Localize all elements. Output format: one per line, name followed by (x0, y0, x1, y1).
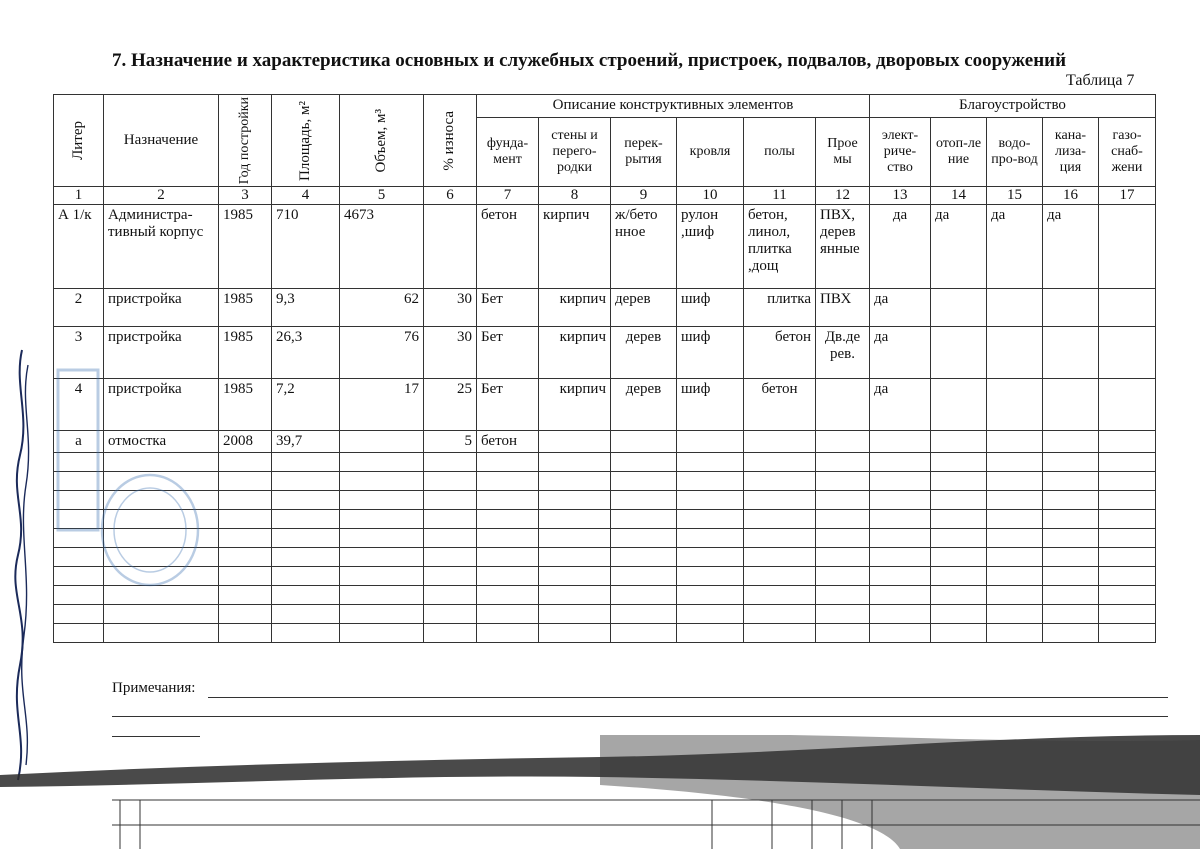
column-number: 9 (611, 187, 677, 205)
header-year: Год постройки (219, 95, 272, 187)
header-purpose: Назначение (104, 95, 219, 187)
column-number: 11 (744, 187, 816, 205)
cell-roof: шиф (677, 379, 744, 431)
cell-year: 1985 (219, 379, 272, 431)
header-row-1 (54, 95, 1156, 118)
cell-electricity: да (870, 205, 931, 289)
cell-purpose: пристройка (104, 289, 219, 327)
empty-row (54, 491, 1156, 510)
header-wear: % износа (424, 95, 477, 187)
cell-electricity: да (870, 289, 931, 327)
notes-line (208, 697, 1168, 698)
cell-electricity: да (870, 327, 931, 379)
column-number: 12 (816, 187, 870, 205)
cell-volume (340, 431, 424, 453)
cell-roof: рулон ,шиф (677, 205, 744, 289)
notes-line (112, 716, 1168, 717)
cell-gas (1099, 379, 1156, 431)
cell-volume: 4673 (340, 205, 424, 289)
cell-wear (424, 205, 477, 289)
cell-liter: 2 (54, 289, 104, 327)
column-number: 10 (677, 187, 744, 205)
cell-year: 1985 (219, 289, 272, 327)
table-label: Таблица 7 (1066, 72, 1135, 89)
cell-slab (611, 431, 677, 453)
cell-floors: бетон, линол, плитка ,дощ (744, 205, 816, 289)
cell-openings (816, 379, 870, 431)
header-openings: Прое мы (816, 117, 870, 187)
cell-water (987, 289, 1043, 327)
column-number: 14 (931, 187, 987, 205)
cell-floors: плитка (744, 289, 816, 327)
cell-volume: 62 (340, 289, 424, 327)
header-walls: стены и перего-родки (539, 117, 611, 187)
cell-gas (1099, 327, 1156, 379)
header-heating: отоп-ле ние (931, 117, 987, 187)
partial-bottom-table (112, 795, 1200, 849)
header-gas: газо-снаб-жени (1099, 117, 1156, 187)
header-floors: полы (744, 117, 816, 187)
cell-purpose: пристройка (104, 379, 219, 431)
cell-foundation: бетон (477, 431, 539, 453)
cell-slab: дерев (611, 327, 677, 379)
cell-sewer (1043, 431, 1099, 453)
cell-floors: бетон (744, 379, 816, 431)
cell-heating (931, 431, 987, 453)
cell-slab: дерев (611, 289, 677, 327)
column-number: 16 (1043, 187, 1099, 205)
cell-year: 1985 (219, 327, 272, 379)
cell-wear: 30 (424, 289, 477, 327)
cell-foundation: Бет (477, 289, 539, 327)
handwritten-certification (6, 345, 38, 785)
cell-electricity: да (870, 379, 931, 431)
column-number: 3 (219, 187, 272, 205)
empty-row (54, 529, 1156, 548)
cell-openings: ПВХ (816, 289, 870, 327)
header-roof: кровля (677, 117, 744, 187)
cell-electricity (870, 431, 931, 453)
cell-heating: да (931, 205, 987, 289)
header-area: Площадь, м² (272, 95, 340, 187)
cell-sewer: да (1043, 205, 1099, 289)
header-amenities-group: Благоустройство (870, 95, 1156, 118)
cell-slab: ж/бето нное (611, 205, 677, 289)
cell-openings (816, 431, 870, 453)
cell-heating (931, 327, 987, 379)
cell-gas (1099, 431, 1156, 453)
column-number: 17 (1099, 187, 1156, 205)
empty-row (54, 586, 1156, 605)
cell-area: 26,3 (272, 327, 340, 379)
cell-foundation: Бет (477, 327, 539, 379)
cell-walls: кирпич (539, 205, 611, 289)
column-number: 7 (477, 187, 539, 205)
cell-liter: а (54, 431, 104, 453)
cell-roof: шиф (677, 327, 744, 379)
cell-year: 1985 (219, 205, 272, 289)
cell-openings: Дв.де рев. (816, 327, 870, 379)
cell-water: да (987, 205, 1043, 289)
cell-wear: 5 (424, 431, 477, 453)
empty-row (54, 548, 1156, 567)
cell-liter: 3 (54, 327, 104, 379)
header-foundation: фунда-мент (477, 117, 539, 187)
table-row (54, 289, 1156, 327)
cell-purpose: пристройка (104, 327, 219, 379)
cell-floors: бетон (744, 327, 816, 379)
cell-heating (931, 379, 987, 431)
cell-walls: кирпич (539, 289, 611, 327)
column-number: 5 (340, 187, 424, 205)
seal-stamp (50, 360, 200, 590)
document-title: 7. Назначение и характеристика основных и служебных строений, пристроек, подвалов, дворовых сооружений (112, 50, 1067, 71)
column-number: 8 (539, 187, 611, 205)
empty-row (54, 605, 1156, 624)
cell-slab: дерев (611, 379, 677, 431)
empty-row (54, 567, 1156, 586)
cell-walls: кирпич (539, 327, 611, 379)
table-row (54, 431, 1156, 453)
cell-openings: ПВХ, дерев янные (816, 205, 870, 289)
cell-sewer (1043, 327, 1099, 379)
cell-sewer (1043, 379, 1099, 431)
cell-heating (931, 289, 987, 327)
header-structural-group: Описание конструктивных элементов (477, 95, 870, 118)
column-number: 4 (272, 187, 340, 205)
cell-gas (1099, 289, 1156, 327)
notes-label: Примечания: (112, 680, 196, 696)
cell-foundation: Бет (477, 379, 539, 431)
cell-volume: 76 (340, 327, 424, 379)
cell-floors (744, 431, 816, 453)
table-row (54, 205, 1156, 289)
cell-purpose: Администра-тивный корпус (104, 205, 219, 289)
cell-year: 2008 (219, 431, 272, 453)
column-number: 15 (987, 187, 1043, 205)
header-water: водо-про-вод (987, 117, 1043, 187)
header-electricity: элект-риче-ство (870, 117, 931, 187)
cell-area: 9,3 (272, 289, 340, 327)
column-number: 2 (104, 187, 219, 205)
table-row (54, 379, 1156, 431)
column-number: 1 (54, 187, 104, 205)
cell-wear: 25 (424, 379, 477, 431)
header-liter: Литер (54, 95, 104, 187)
cell-water (987, 379, 1043, 431)
cell-walls: кирпич (539, 379, 611, 431)
header-sewer: кана-лиза-ция (1043, 117, 1099, 187)
header-slab: перек-рытия (611, 117, 677, 187)
cell-wear: 30 (424, 327, 477, 379)
cell-walls (539, 431, 611, 453)
cell-water (987, 327, 1043, 379)
cell-roof: шиф (677, 289, 744, 327)
cell-liter: А 1/к (54, 205, 104, 289)
cell-purpose: отмостка (104, 431, 219, 453)
cell-liter: 4 (54, 379, 104, 431)
table-row (54, 327, 1156, 379)
cell-gas (1099, 205, 1156, 289)
cell-roof (677, 431, 744, 453)
empty-row (54, 453, 1156, 472)
header-volume: Объем, м³ (340, 95, 424, 187)
buildings-table (53, 94, 1156, 643)
cell-volume: 17 (340, 379, 424, 431)
column-number: 6 (424, 187, 477, 205)
cell-area: 39,7 (272, 431, 340, 453)
cell-water (987, 431, 1043, 453)
cell-sewer (1043, 289, 1099, 327)
empty-row (54, 472, 1156, 491)
empty-row (54, 624, 1156, 643)
cell-area: 7,2 (272, 379, 340, 431)
column-number: 13 (870, 187, 931, 205)
column-number-row (54, 187, 1156, 205)
cell-area: 710 (272, 205, 340, 289)
cell-foundation: бетон (477, 205, 539, 289)
empty-row (54, 510, 1156, 529)
